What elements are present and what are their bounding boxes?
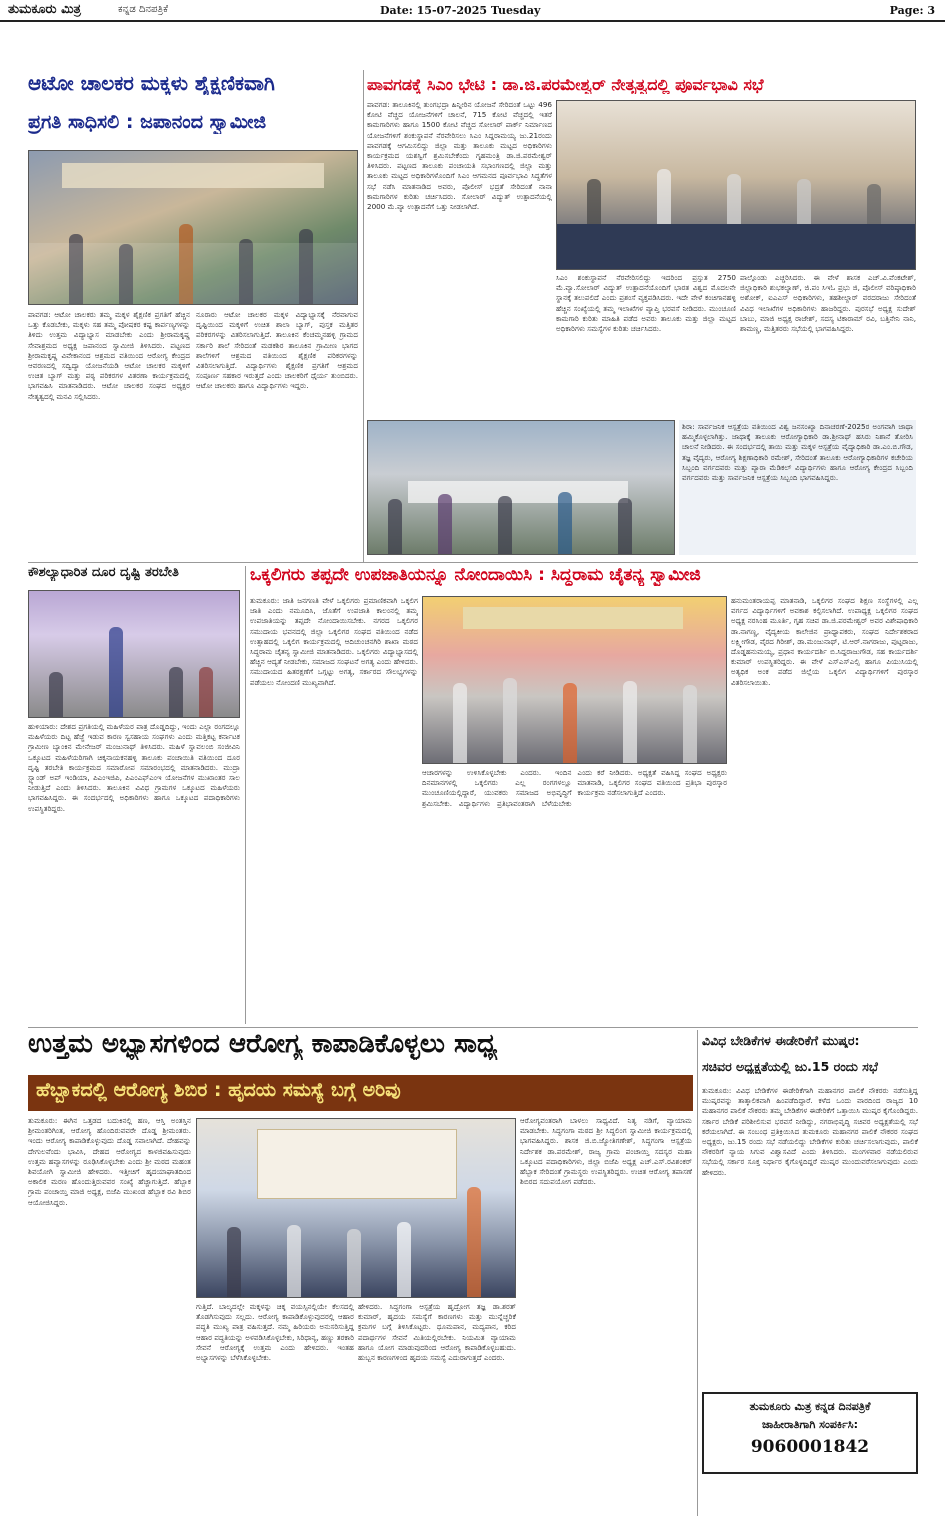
auto-story-col1: ಪಾವಗಡ: ಆಟೋ ಚಾಲಕರು ತಮ್ಮ ಮಕ್ಕಳ ಶೈಕ್ಷಣಿಕ ಪ್ರಗತಿಗೆ ಹೆಚ್ಚಿನ ಒತ್ತು ಕೊಡಬೇಕು, ಮಕ್ಕಳು ಸಹ ತಮ್ಮ ಪೋಷಕರ ಕಷ್ಟ ಕಾರ್ಪಣ್ಯಗಳನ್ನು ತಿಳಿದು ಉತ್ತಮ ವಿದ್ಯಾಭ್ಯಾಸ ಮಾಡಬೇಕು ಎಂದು ಶ್ರೀರಾಮಕೃಷ್ಣ ಸೇವಾಶ್ರಮದ ಅಧ್ಯಕ್ಷ ಜಪಾನಂದ ಸ್ವಾಮೀಜಿ ತಿಳಿಸಿದರು. ಪಟ್ಟಣದ ಶ್ರೀರಾಮಕೃಷ್ಣ ವಿವೇಕಾನಂದ ಆಶ್ರಮದ ವತಿಯಿಂದ ಆರೋಗ್ಯ ಕೇಂದ್ರದ ಆವರಣದಲ್ಲಿ ಸದ್ವಿದ್ಯಾ ಯೋಜನೆಯಡಿ ಆಟೋ ಚಾಲಕರ ಮಕ್ಕಳಿಗೆ ಉಚಿತ ಬ್ಯಾಗ್ ಮತ್ತು ಪಠ್ಯ ಪರಿಕರಗಳ ವಿತರಣಾ ಕಾರ್ಯಕ್ರಮದಲ್ಲಿ ಭಾಗವಹಿಸಿ ಮಾತನಾಡಿದರು. ಆಟೋ ಚಾಲಕರ ಸಂಘದ ಅಧ್ಯಕ್ಷರ ನೇತೃತ್ವದಲ್ಲಿ ಮನವಿ ಸಲ್ಲಿಸಿದರು. <box>28 310 190 401</box>
skill-training-photo <box>28 590 240 718</box>
meeting-headline-line1: ವಿವಿಧ ಬೇಡಿಕೆಗಳ ಈಡೇರಿಕೆಗೆ ಮುಷ್ಕರ: <box>702 1034 860 1048</box>
pavagada-col1: ಪಾವಗಡ: ತಾಲೂಕಿನಲ್ಲಿ ತುಂಗಭದ್ರಾ ಹಿನ್ನೀರಿನ ಯೋಜನೆ ಸೇರಿದಂತೆ ಒಟ್ಟು 496 ಕೋಟಿ ವೆಚ್ಚದ ಯೋಜನೆಗಳಿಗೆ ಚಾಲನೆ, 715 ಕೋಟಿ ವೆಚ್ಚದಲ್ಲಿ ಇತರೆ ಕಾಮಗಾರಿಗಳು ಹಾಗೂ 1500 ಕೋಟಿ ವೆಚ್ಚದ ಸೋಲಾರ್ ಪಾರ್ಕ್ ನಿರ್ಮಾಣದ ಯೋಜನೆಗಳಿಗೆ ಶಂಕುಸ್ಥಾಪನೆ ನೆರವೇರಿಸಲು ಸಿಎಂ ಸಿದ್ದರಾಮಯ್ಯ ಜು.21ರಂದು ಪಾವಗಡಕ್ಕೆ ಆಗಮಿಸಲಿದ್ದು ಜಿಲ್ಲಾ ಮತ್ತು ತಾಲೂಕು ಮಟ್ಟದ ಅಧಿಕಾರಿಗಳು ಕಾರ್ಯಕ್ರಮದ ಯಶಸ್ವಿಗೆ ಶ್ರಮಿಸಬೇಕೆಂದು ಗೃಹಮಂತ್ರಿ ಡಾ.ಜಿ.ಪರಮೇಶ್ವರ್ ತಿಳಿಸಿದರು. ಪಟ್ಟಣದ ತಾಲೂಕು ಪಂಚಾಯತಿ ಸಭಾಂಗಣದಲ್ಲಿ ಜಿಲ್ಲಾ ಮತ್ತು ತಾಲೂಕು ಮಟ್ಟದ ಅಧಿಕಾರಿಗಳೊಂದಿಗೆ ಸಿಎಂ ಆಗಮನದ ಪೂರ್ವಭಾವಿ ಸಿದ್ಧತೆಗಳ ಸಭೆ ನಡೆಸಿ ಮಾತನಾಡಿದ ಅವರು, ಪೊಲೀಸ್ ಭದ್ರತೆ ಸೇರಿದಂತೆ ನಾನಾ ಕಾಮಗಾರಿಗಳ ಕುರಿತು ಚರ್ಚಿಸಿದರು. ಸೋಲಾರ್ ವಿದ್ಯುತ್ ಉತ್ಪಾದನೆಯಲ್ಲಿ 2000 ಮೆ.ವ್ಯಾ ಉತ್ಪಾದನೆಗೆ ಒತ್ತು ನೀಡಲಾಗಿದೆ. <box>367 100 552 212</box>
pavagada-meeting-photo <box>556 100 916 270</box>
pavagada-col1-cont <box>367 272 552 414</box>
okkaliga-event-photo <box>422 596 727 764</box>
pavagada-col3: ಪಾಲ್ಗೊಂಡು ಎಚ್ಚರಿಸಿದರು. ಈ ವೇಳೆ ಶಾಸಕ ಎಚ್.ವಿ.ವೆಂಕಟೇಶ್, ಜಿಲ್ಲಾಧಿಕಾರಿ ಶುಭಕಲ್ಯಾಣ್, ಜಿ.ಪಂ ಸಿಇಓ ಪ್ರಭು ಜಿ, ಪೊಲೀಸ್ ವರಿಷ್ಠಾಧಿಕಾರಿ ಅಶೋಕ್, ಐಎಎಸ್ ಅಧಿಕಾರಿಗಳು, ತಹಶೀಲ್ದಾರ್ ವರದರಾಜು ಸೇರಿದಂತೆ ವಿವಿಧ ಇಲಾಖೆಗಳ ಅಧಿಕಾರಿಗಳು ಹಾಜರಿದ್ದರು. ಪುರಸಭೆ ಅಧ್ಯಕ್ಷ ಸುದೇಶ್ ಬಾಬು, ಮಾಜಿ ಅಧ್ಯಕ್ಷ ರಾಜೇಶ್, ಸದಸ್ಯ ಟಿಕಾರಾಮ್ ರವಿ, ಬತ್ತಿನೇನಿ ನಾನಿ, ಶಾಮಣ್ಣ, ಮತ್ತಿತರರು ಸಭೆಯಲ್ಲಿ ಭಾಗವಹಿಸಿದ್ದರು. <box>740 273 916 334</box>
pavagada-headline: ಪಾವಗಡಕ್ಕೆ ಸಿಎಂ ಭೇಟಿ : ಡಾ.ಜಿ.ಪರಮೇಶ್ವರ್ ನೇತೃತ್ವದಲ್ಲಿ ಪೂರ್ವಭಾವಿ ಸಭೆ <box>367 76 764 94</box>
population-day-rally-photo <box>367 420 675 555</box>
section-divider <box>28 562 918 563</box>
ad-line2: ಜಾಹೀರಾತಿಗಾಗಿ ಸಂಪರ್ಕಿಸಿ: <box>761 1418 859 1431</box>
column-divider <box>697 1030 698 1516</box>
okkaliga-col3: ಹನುಮಂತರಾಯಪ್ಪ ಮಾತನಾಡಿ, ಒಕ್ಕಲಿಗರ ಸಂಘದ ಶಿಕ್ಷಣ ಸಂಸ್ಥೆಗಳಲ್ಲಿ ಎಲ್ಲ ವರ್ಗದ ವಿದ್ಯಾರ್ಥಿಗಳಿಗೆ ಅವಕಾಶ ಕಲ್ಪಿಸಲಾಗಿದೆ. ಉಪಾಧ್ಯಕ್ಷ ಒಕ್ಕಲಿಗರ ಸಂಘದ ಅಧ್ಯಕ್ಷ ನರಸಿಂಹ ಮೂರ್ತಿ, ಗೃಹ ಸಚಿವ ಡಾ.ಜಿ.ಪರಮೇಶ್ವರ್ ಅವರ ವಿಶೇಷಾಧಿಕಾರಿ ಡಾ.ನಾಗಣ್ಣ, ವೈದ್ಯಕೀಯ ಕಾಲೇಜಿನ ಪ್ರಾಧ್ಯಾಪಕರು, ಸಂಘದ ನಿರ್ದೇಶಕರಾದ ಲಕ್ಷ್ಮೀಗೌಡ, ವೈರದ ಗಿರೀಶ್, ಡಾ.ಮಂಜುನಾಥ್, ಟಿ.ಆರ್.ನಾಗರಾಜು, ಪುಟ್ಟರಾಜು, ದೊಡ್ಡಹನುಮಯ್ಯ, ಪ್ರಧಾನ ಕಾರ್ಯದರ್ಶಿ ಬಿ.ಸಿದ್ದರಾಜುಗೌಡ, ಸಹ ಕಾರ್ಯದರ್ಶಿ ಕುಮಾರ್ ಉಪಸ್ಥಿತರಿದ್ದರು. ಈ ವೇಳೆ ಎಸ್ಎಸ್ಎಲ್ಸಿ ಹಾಗೂ ಪಿಯುಸಿಯಲ್ಲಿ ಅತ್ಯಧಿಕ ಅಂಕ ಪಡೆದ ಜಿಲ್ಲೆಯ ಒಕ್ಕಲಿಗ ವಿದ್ಯಾರ್ಥಿಗಳಿಗೆ ಪುರಸ್ಕಾರ ವಿತರಿಸಲಾಯಿತು. <box>731 596 918 687</box>
ad-phone: 9060001842 <box>750 1437 870 1457</box>
section-divider <box>28 1027 918 1028</box>
health-col2: ಗುತ್ತಿದೆ. ಬಾಲ್ಯದಲ್ಲೇ ಮಕ್ಕಳನ್ನು ಚಿಕ್ಕ ವಯಸ್ಸಿನಲ್ಲಿಯೇ ಕೆಲಸದಲ್ಲಿ ತೊಡಗಿಸುವುದು ಸಲ್ಲದು. ಆರೋಗ್ಯ ಕಾಪಾಡಿಕೊಳ್ಳುವುದರಲ್ಲಿ ಆಹಾರ ಪದ್ಧತಿ ಮುಖ್ಯ ಪಾತ್ರ ವಹಿಸುತ್ತದೆ. ನಮ್ಮ ಹಿರಿಯರು ಅನುಸರಿಸುತ್ತಿದ್ದ ಆಹಾರ ಪದ್ಧತಿಯನ್ನು ಅಳವಡಿಸಿಕೊಳ್ಳಬೇಕು, ಸಿರಿಧಾನ್ಯ, ಹಣ್ಣು ತರಕಾರಿ ಸೇವನೆ ಆರೋಗ್ಯಕ್ಕೆ ಉತ್ತಮ ಎಂದು ಹೇಳಿದರು. ಇಂತಹ ಅಭ್ಯಾಸಗಳನ್ನು ಬೆಳೆಸಿಕೊಳ್ಳಬೇಕು. <box>196 1302 354 1363</box>
health-headline: ಉತ್ತಮ ಅಭ್ಯಾಸಗಳಿಂದ ಆರೋಗ್ಯ ಕಾಪಾಡಿಕೊಳ್ಳಲು ಸಾಧ್ಯ <box>28 1030 498 1059</box>
meeting-headline-line2: ಸಚಿವರ ಅಧ್ಯಕ್ಷತೆಯಲ್ಲಿ ಜು.15 ರಂದು ಸಭೆ <box>702 1060 878 1074</box>
population-day-caption: ಶಿರಾ: ಸಾರ್ವಜನಿಕ ಆಸ್ಪತ್ರೆಯ ವತಿಯಿಂದ ವಿಶ್ವ ಜನಸಂಖ್ಯಾ ದಿನಾಚರಣೆ-2025ರ ಅಂಗವಾಗಿ ಜಾಥಾ ಹಮ್ಮಿಕೊಳ್ಳಲಾಗಿತ್ತು. ಜಾಥಾಕ್ಕೆ ತಾಲೂಕು ಆರೋಗ್ಯಾಧಿಕಾರಿ ಡಾ.ಶ್ರೀನಾಥ್ ಹಸಿರು ನಿಶಾನೆ ತೋರಿಸಿ ಚಾಲನೆ ನೀಡಿದರು. ಈ ಸಂದರ್ಭದಲ್ಲಿ ತಾಯಿ ಮತ್ತು ಮಕ್ಕಳ ಆಸ್ಪತ್ರೆಯ ವೈದ್ಯಾಧಿಕಾರಿ ಡಾ.ಎಂ.ಬಿ.ಗೌಡ, ತಜ್ಞ ವೈದ್ಯರು, ಆರೋಗ್ಯ ಶಿಕ್ಷಣಾಧಿಕಾರಿ ರಮೇಶ್, ಸೇರಿದಂತೆ ತಾಲೂಕು ಆರೋಗ್ಯಾಧಿಕಾರಿಗಳ ಕಚೇರಿಯ ಸಿಬ್ಬಂದಿ ವರ್ಗದವರು ಮತ್ತು ಪ್ಯಾರಾ ಮೆಡಿಕಲ್ ವಿದ್ಯಾರ್ಥಿಗಳು ಹಾಗೂ ಆರೋಗ್ಯ ಕೇಂದ್ರದ ಸಿಬ್ಬಂದಿ ವರ್ಗದವರು ಮತ್ತು ಸಾರ್ವಜನಿಕ ಆಸ್ಪತ್ರೆಯ ಸಿಬ್ಬಂದಿ ಭಾಗವಹಿಸಿದ್ದರು. <box>679 420 916 555</box>
health-col3: ಹೇಳಿದರು. ಸಿದ್ಧಗಂಗಾ ಆಸ್ಪತ್ರೆಯ ಹೃದ್ರೋಗ ತಜ್ಞ ಡಾ.ಶರತ್ ಕುಮಾರ್, ಹೃದಯ ಸಮಸ್ಯೆಗೆ ಕಾರಣಗಳು ಮತ್ತು ಮುನ್ನೆಚ್ಚರಿಕೆ ಕ್ರಮಗಳ ಬಗ್ಗೆ ತಿಳಿಸಿಕೊಟ್ಟರು. ಧೂಮಪಾನ, ಮದ್ಯಪಾನ, ಕರಿದ ಪದಾರ್ಥಗಳ ಸೇವನೆ ಮಿತಿಯಲ್ಲಿರಬೇಕು. ನಿಯಮಿತ ವ್ಯಾಯಾಮ ಹಾಗೂ ಯೋಗ ಮಾಡುವುದರಿಂದ ಆರೋಗ್ಯ ಕಾಪಾಡಿಕೊಳ್ಳಬಹುದು. ಹುಬ್ಬನ ಕಾರಣಗಳಿಂದ ಹೃದಯ ಸಮಸ್ಯೆ ಎದುರಾಗುತ್ತದೆ ಎಂದರು. <box>358 1302 516 1363</box>
auto-headline-line2: ಪ್ರಗತಿ ಸಾಧಿಸಲಿ : ಜಪಾನಂದ ಸ್ವಾಮೀಜಿ <box>28 112 267 133</box>
health-subhead: ಹೆಬ್ಬಾಕದಲ್ಲಿ ಆರೋಗ್ಯ ಶಿಬಿರ : ಹೃದಯ ಸಮಸ್ಯೆ ಬಗ್ಗೆ ಅರಿವು <box>28 1075 693 1111</box>
okkaliga-col2: ಆಚಾರಗಳನ್ನು ಉಳಿಸಿಕೊಳ್ಳಬೇಕು ಎಂದರು. ಇಂದಿನ ದಿನಮಾನಗಳಲ್ಲಿ ಒಕ್ಕಲಿಗರು ಎಲ್ಲ ರಂಗಗಳಲ್ಲೂ ಮುಂಚೂಣಿಯಲ್ಲಿದ್ದಾರೆ, ಯುವಕರು ಸಮಾಜದ ಅಭಿವೃದ್ಧಿಗೆ ಶ್ರಮಿಸಬೇಕು. ವಿದ್ಯಾರ್ಥಿಗಳು ಪ್ರತಿಭಾವಂತರಾಗಿ ಬೆಳೆಯಬೇಕು ಎಂದು ಕರೆ ನೀಡಿದರು. ಅಧ್ಯಕ್ಷತೆ ವಹಿಸಿದ್ದ ಸಂಘದ ಅಧ್ಯಕ್ಷರು ಮಾತನಾಡಿ, ಒಕ್ಕಲಿಗರ ಸಂಘದ ವತಿಯಿಂದ ಪ್ರತಿಭಾ ಪುರಸ್ಕಾರ ಕಾರ್ಯಕ್ರಮ ನಡೆಸಲಾಗುತ್ತಿದೆ ಎಂದರು. <box>422 768 727 808</box>
auto-story-photo <box>28 150 358 305</box>
advertisement-box <box>702 1392 918 1474</box>
skill-headline: ಕೌಶಲ್ಯಾಧಾರಿತ ದೂರ ದೃಷ್ಟಿ ತರಬೇತಿ <box>28 566 179 580</box>
column-divider <box>363 70 364 562</box>
auto-story-col2: ನೂರಾರು ಆಟೋ ಚಾಲಕರ ಮಕ್ಕಳ ವಿದ್ಯಾಭ್ಯಾಸಕ್ಕೆ ನೆರವಾಗುವ ದೃಷ್ಟಿಯಿಂದ ಮಕ್ಕಳಿಗೆ ಉಚಿತ ಶಾಲಾ ಬ್ಯಾಗ್, ಪುಸ್ತಕ ಮತ್ತಿತರ ಪರಿಕರಗಳನ್ನು ವಿತರಿಸಲಾಗುತ್ತಿದೆ. ತಾಲೂಕಿನ ಕೆಂಚಮ್ಮನಹಳ್ಳಿ ಗ್ರಾಮದ ಸರ್ಕಾರಿ ಶಾಲೆ ಸೇರಿದಂತೆ ಮಡಕಶಿರ ತಾಲೂಕಿನ ಗ್ರಾಮೀಣ ಭಾಗದ ಶಾಲೆಗಳಿಗೆ ಆಶ್ರಮದ ವತಿಯಿಂದ ಶೈಕ್ಷಣಿಕ ಪರಿಕರಗಳನ್ನು ವಿತರಿಸಲಾಗುತ್ತಿದೆ. ವಿದ್ಯಾರ್ಥಿಗಳು ಶೈಕ್ಷಣಿಕ ಪ್ರಗತಿಗೆ ಆಶ್ರಮದ ಸಂಪೂರ್ಣ ಸಹಕಾರ ಇರುತ್ತದೆ ಎಂದು ಚಾಲಕರಿಗೆ ಧೈರ್ಯ ತುಂಬಿದರು. ಆಟೋ ಚಾಲಕರು ಹಾಗೂ ವಿದ್ಯಾರ್ಥಿಗಳು ಇದ್ದರು. <box>196 310 358 391</box>
newspaper-title: ತುಮಕೂರು ಮಿತ್ರ <box>8 2 81 17</box>
page-number: Page: 3 <box>889 4 935 17</box>
newspaper-subtitle: ಕನ್ನಡ ದಿನಪತ್ರಿಕೆ <box>118 4 169 15</box>
health-camp-photo <box>196 1118 516 1298</box>
health-col1: ತುಮಕೂರು: ಈಗಿನ ಒತ್ತಡದ ಬದುಕಿನಲ್ಲಿ ಹಣ, ಆಸ್ತಿ ಅಂತಸ್ತಿನ ಶ್ರೀಮಂತರಿಗಿಂತ, ಆರೋಗ್ಯ ಹೊಂದಿರುವವರೇ ದೊಡ್ಡ ಶ್ರೀಮಂತರು. ಇಂದು ಆರೋಗ್ಯ ಕಾಪಾಡಿಕೊಳ್ಳುವುದು ದೊಡ್ಡ ಸವಾಲಾಗಿದೆ. ದೇಹವನ್ನು ದೇಗುಲವೆಂದು ಭಾವಿಸಿ, ದೇಹದ ಆರೋಗ್ಯದ ಕಾಳಜಿವಹಿಸುವುದು ಉತ್ತಮ ಹವ್ಯಾಸಗಳನ್ನು ರೂಢಿಸಿಕೊಳ್ಳಬೇಕು ಎಂದು ಶ್ರೀ ಮಠದ ಮಹಂತ ಶಿವಯೋಗಿ ಸ್ವಾಮೀಜಿ ಹೇಳಿದರು. ಇತ್ತೀಚಿಗೆ ಹೃದಯಾಘಾತದಿಂದ ಅಕಾಲಿಕ ಮರಣ ಹೊಂದುತ್ತಿರುವವರ ಸಂಖ್ಯೆ ಹೆಚ್ಚಾಗುತ್ತಿದೆ. ಹೆಬ್ಬಾಕ ಗ್ರಾಮ ಪಂಚಾಯ್ತಿ ಮಾಜಿ ಅಧ್ಯಕ್ಷ, ಬಿಜೆಪಿ ಮುಖಂಡ ಹೆಬ್ಬಾಕ ರವಿ ಶಿಬಿರ ಆಯೋಜಿಸಿದ್ದರು. <box>28 1116 191 1207</box>
okkaliga-col1: ತುಮಕೂರು: ಜಾತಿ ಜನಗಣತಿ ವೇಳೆ ಒಕ್ಕಲಿಗರು ಪ್ರಮಾಣಿಕವಾಗಿ ಒಕ್ಕಲಿಗ ಜಾತಿ ಎಂದು ನಮೂದಿಸಿ, ಜೊತೆಗೆ ಉಪಜಾತಿ ಕಾಲಂನಲ್ಲಿ ತಮ್ಮ ಉಪಜಾತಿಯನ್ನು ತಪ್ಪದೇ ನೋಂದಾಯಿಸಬೇಕು. ನಗರದ ಒಕ್ಕಲಿಗರ ಸಮುದಾಯ ಭವನದಲ್ಲಿ ಜಿಲ್ಲಾ ಒಕ್ಕಲಿಗರ ಸಂಘದ ವತಿಯಿಂದ ನಡೆದ ಉತ್ಸಾಹದಲ್ಲಿ ಒಕ್ಕಲಿಗ ಕಾರ್ಯಕ್ರಮದಲ್ಲಿ ಆದಿಚುಂಚನಗಿರಿ ಶಾಖಾ ಮಠದ ಸಿದ್ಧರಾಮ ಚೈತನ್ಯ ಸ್ವಾಮೀಜಿ ಮಾತನಾಡಿದರು. ಒಕ್ಕಲಿಗರು ವಿದ್ಯಾಭ್ಯಾಸದಲ್ಲಿ ಹೆಚ್ಚಿನ ಆದ್ಯತೆ ನೀಡಬೇಕು, ಸಮಾಜದ ಸಂಘಟನೆ ಅಗತ್ಯ ಎಂದು ಹೇಳಿದರು. ಸಮುದಾಯದ ಹಿತರಕ್ಷಣೆಗೆ ಒಗ್ಗಟ್ಟು ಅಗತ್ಯ, ಸರ್ಕಾರದ ಸೌಲಭ್ಯಗಳನ್ನು ಪಡೆಯಲು ನೋಂದಣಿ ಮುಖ್ಯವಾಗಿದೆ. <box>250 596 418 687</box>
masthead <box>0 0 945 22</box>
auto-headline-line1: ಆಟೋ ಚಾಲಕರ ಮಕ್ಕಳು ಶೈಕ್ಷಣಿಕವಾಗಿ <box>28 72 275 95</box>
ad-line1: ತುಮಕೂರು ಮಿತ್ರ ಕನ್ನಡ ದಿನಪತ್ರಿಕೆ <box>749 1400 871 1413</box>
issue-date: Date: 15-07-2025 Tuesday <box>380 4 541 17</box>
column-divider <box>245 566 246 1024</box>
pavagada-col2: ಸಿಎಂ ಶಂಕುಸ್ಥಾಪನೆ ನೆರವೇರಿಸಲಿದ್ದು ಇದರಿಂದ ಪ್ರಸ್ತುತ 2750 ಮೆ.ವ್ಯಾ.ಸೋಲಾರ್ ವಿದ್ಯುತ್ ಉತ್ಪಾದನೆಯೊಂದಿಗೆ ಭಾರತ ವಿಶ್ವದ ಮೊದಲನೇ ಸ್ಥಾನಕ್ಕೆ ತಲುಪಲಿದೆ ಎಂದು ಪ್ರಶಂಸೆ ವ್ಯಕ್ತಪಡಿಸಿದರು. ಇದೇ ವೇಳೆ ಕಂಚಿಗಾನಹಳ್ಳಿ ಹೆಚ್ಚಿನ ಸಂಖ್ಯೆಯಲ್ಲಿ ತಮ್ಮ ಇಲಾಖೆಗಳ ವ್ಯಾಪ್ತಿ ಭರವಸೆ ನೀಡಿದರು. ಮುಂಚೂಣಿ ಕಾಮಗಾರಿ ಕುರಿತು ಮಾಹಿತಿ ಪಡೆದ ಅವರು ತಾಲೂಕು ಮತ್ತು ಜಿಲ್ಲಾ ಮಟ್ಟದ ಅಧಿಕಾರಿಗಳು ಸಮಸ್ಯೆಗಳ ಕುರಿತು ಚರ್ಚಿಸಿದರು. <box>556 273 736 334</box>
health-col4: ಆರೋಗ್ಯವಂತರಾಗಿ ಬಾಳಲು ಸಾಧ್ಯವಿದೆ. ನಿತ್ಯ ನಡಿಗೆ, ವ್ಯಾಯಾಮ ಮಾಡಬೇಕು. ಸಿದ್ಧಗಂಗಾ ಮಠದ ಶ್ರೀ ಸಿದ್ಧಲಿಂಗ ಸ್ವಾಮೀಜಿ ಕಾರ್ಯಕ್ರಮದಲ್ಲಿ ಭಾಗವಹಿಸಿದ್ದರು. ಶಾಸಕ ಜಿ.ಬಿ.ಜ್ಯೋತಿಗಣೇಶ್, ಸಿದ್ಧಗಂಗಾ ಆಸ್ಪತ್ರೆಯ ನಿರ್ದೇಶಕ ಡಾ.ಪರಮೇಶ್, ರಾಜ್ಯ ಗ್ರಾಮ ಪಂಚಾಯ್ತಿ ಸದಸ್ಯರ ಮಹಾ ಒಕ್ಕೂಟದ ಪದಾಧಿಕಾರಿಗಳು, ಜಿಲ್ಲಾ ಬಿಜೆಪಿ ಅಧ್ಯಕ್ಷ ಎಚ್.ಎಸ್.ರವಿಶಂಕರ್ ಹೆಬ್ಬಾಕ ಸೇರಿದಂತೆ ಗ್ರಾಮಸ್ಥರು ಉಪಸ್ಥಿತರಿದ್ದರು. ಉಚಿತ ಆರೋಗ್ಯ ತಪಾಸಣೆ ಶಿಬಿರದ ಸದುಪಯೋಗ ಪಡೆದರು. <box>520 1116 692 1187</box>
skill-story-body: ಹುಳಿಯಾರು: ದೇಶದ ಪ್ರಗತಿಯಲ್ಲಿ ಮಹಿಳೆಯರ ಪಾತ್ರ ದೊಡ್ಡದಿದ್ದು, ಇಂದು ಎಲ್ಲಾ ರಂಗದಲ್ಲೂ ಮಹಿಳೆಯರು ದಿಟ್ಟ ಹೆಜ್ಜೆ ಇಡುವ ಕಾರಣ ಸ್ವಸಹಾಯ ಸಂಘಗಳು ಎಂದು ಮತ್ತಿಕಟ್ಟ ಕರ್ನಾಟಕ ಗ್ರಾಮೀಣ ಬ್ಯಾಂಕಿನ ಮೇನೇಜರ್ ಮಂಜುನಾಥ್ ತಿಳಿಸಿದರು. ಮಹಿಳೆ ಸ್ವಾವಲಂಬಿ ಸಂಜೀವಿನಿ ಒಕ್ಕೂಟದ ಮಹಿಳೆಯರಿಗಾಗಿ ಚಿಕ್ಕನಾಯಕನಹಳ್ಳಿ ತಾಲೂಕು ಪಂಚಾಯಿತಿ ವತಿಯಿಂದ ದೂರ ದೃಷ್ಟಿ ತರಬೇತಿ ಕಾರ್ಯಕ್ರಮದ ಸಮಾರೋಪ ಸಮಾರಂಭದಲ್ಲಿ ಮಾತನಾಡಿದರು. ಮುದ್ರಾ ಸ್ಟ್ಯಾಂಡ್ ಅಪ್ ಇಂಡಿಯಾ, ಪಿಎಂಇಜಿಪಿ, ಪಿಎಂಎಫ್ಎಂಇ ಯೋಜನೆಗಳ ಮುಖಾಂತರ ಸಾಲ ನೀಡುತ್ತಿದೆ ಎಂದು ತಿಳಿಸಿದರು. ತಾಲೂಕಿನ ವಿವಿಧ ಗ್ರಾಮಗಳ ಒಕ್ಕೂಟದ ಮಹಿಳೆಯರು ಭಾಗವಹಿಸಿದ್ದರು. ಈ ಸಂದರ್ಭದಲ್ಲಿ ಅಧಿಕಾರಿಗಳು ಹಾಗೂ ಒಕ್ಕೂಟದ ಪದಾಧಿಕಾರಿಗಳು ಉಪಸ್ಥಿತರಿದ್ದರು. <box>28 722 240 813</box>
okkaliga-headline: ಒಕ್ಕಲಿಗರು ತಪ್ಪದೇ ಉಪಜಾತಿಯನ್ನೂ ನೋಂದಾಯಿಸಿ : ಸಿದ್ಧರಾಮ ಚೈತನ್ಯ ಸ್ವಾಮೀಜಿ <box>250 566 701 585</box>
meeting-story-body: ತುಮಕೂರು: ವಿವಿಧ ಬೇಡಿಕೆಗಳ ಈಡೇರಿಕೆಗಾಗಿ ಮಹಾನಗರ ಪಾಲಿಕೆ ನೌಕರರು ನಡೆಸುತ್ತಿದ್ದ ಮುಷ್ಕರವನ್ನು ತಾತ್ಕಾಲಿಕವಾಗಿ ಹಿಂಪಡೆದಿದ್ದಾರೆ. ಕಳೆದ ಒಂದು ವಾರದಿಂದ ರಾಜ್ಯದ 10 ಮಹಾನಗರ ಪಾಲಿಕೆ ನೌಕರರು ತಮ್ಮ ಬೇಡಿಕೆಗಳ ಈಡೇರಿಕೆಗೆ ಒತ್ತಾಯಿಸಿ ಮುಷ್ಕರ ಕೈಗೊಂಡಿದ್ದರು. ಸರ್ಕಾರ ಬೇಡಿಕೆ ಪರಿಶೀಲಿಸುವ ಭರವಸೆ ನೀಡಿದ್ದು, ನಗರಾಭಿವೃದ್ಧಿ ಸಚಿವರ ಅಧ್ಯಕ್ಷತೆಯಲ್ಲಿ ಸಭೆ ಕರೆಯಲಾಗಿದೆ. ಈ ಸಂಬಂಧ ಪ್ರತಿಕ್ರಿಯಿಸಿದ ತುಮಕೂರು ಮಹಾನಗರ ಪಾಲಿಕೆ ನೌಕರರ ಸಂಘದ ಅಧ್ಯಕ್ಷರು, ಜು.15 ರಂದು ಸಭೆ ನಡೆಯಲಿದ್ದು ಬೇಡಿಕೆಗಳ ಕುರಿತು ಚರ್ಚಿಸಲಾಗುವುದು, ಪಾಲಿಕೆ ನೌಕರರಿಗೆ ನ್ಯಾಯ ಸಿಗುವ ವಿಶ್ವಾಸವಿದೆ ಎಂದು ತಿಳಿಸಿದರು. ಮಂಗಳವಾರ ನಡೆಯಲಿರುವ ಸಭೆಯಲ್ಲಿ ಸರ್ಕಾರ ಸೂಕ್ತ ನಿರ್ಧಾರ ಕೈಗೊಳ್ಳದಿದ್ದರೆ ಮುಷ್ಕರ ಮುಂದುವರೆಸಲಾಗುವುದು ಎಂದು ಹೇಳಿದರು. <box>702 1086 918 1177</box>
